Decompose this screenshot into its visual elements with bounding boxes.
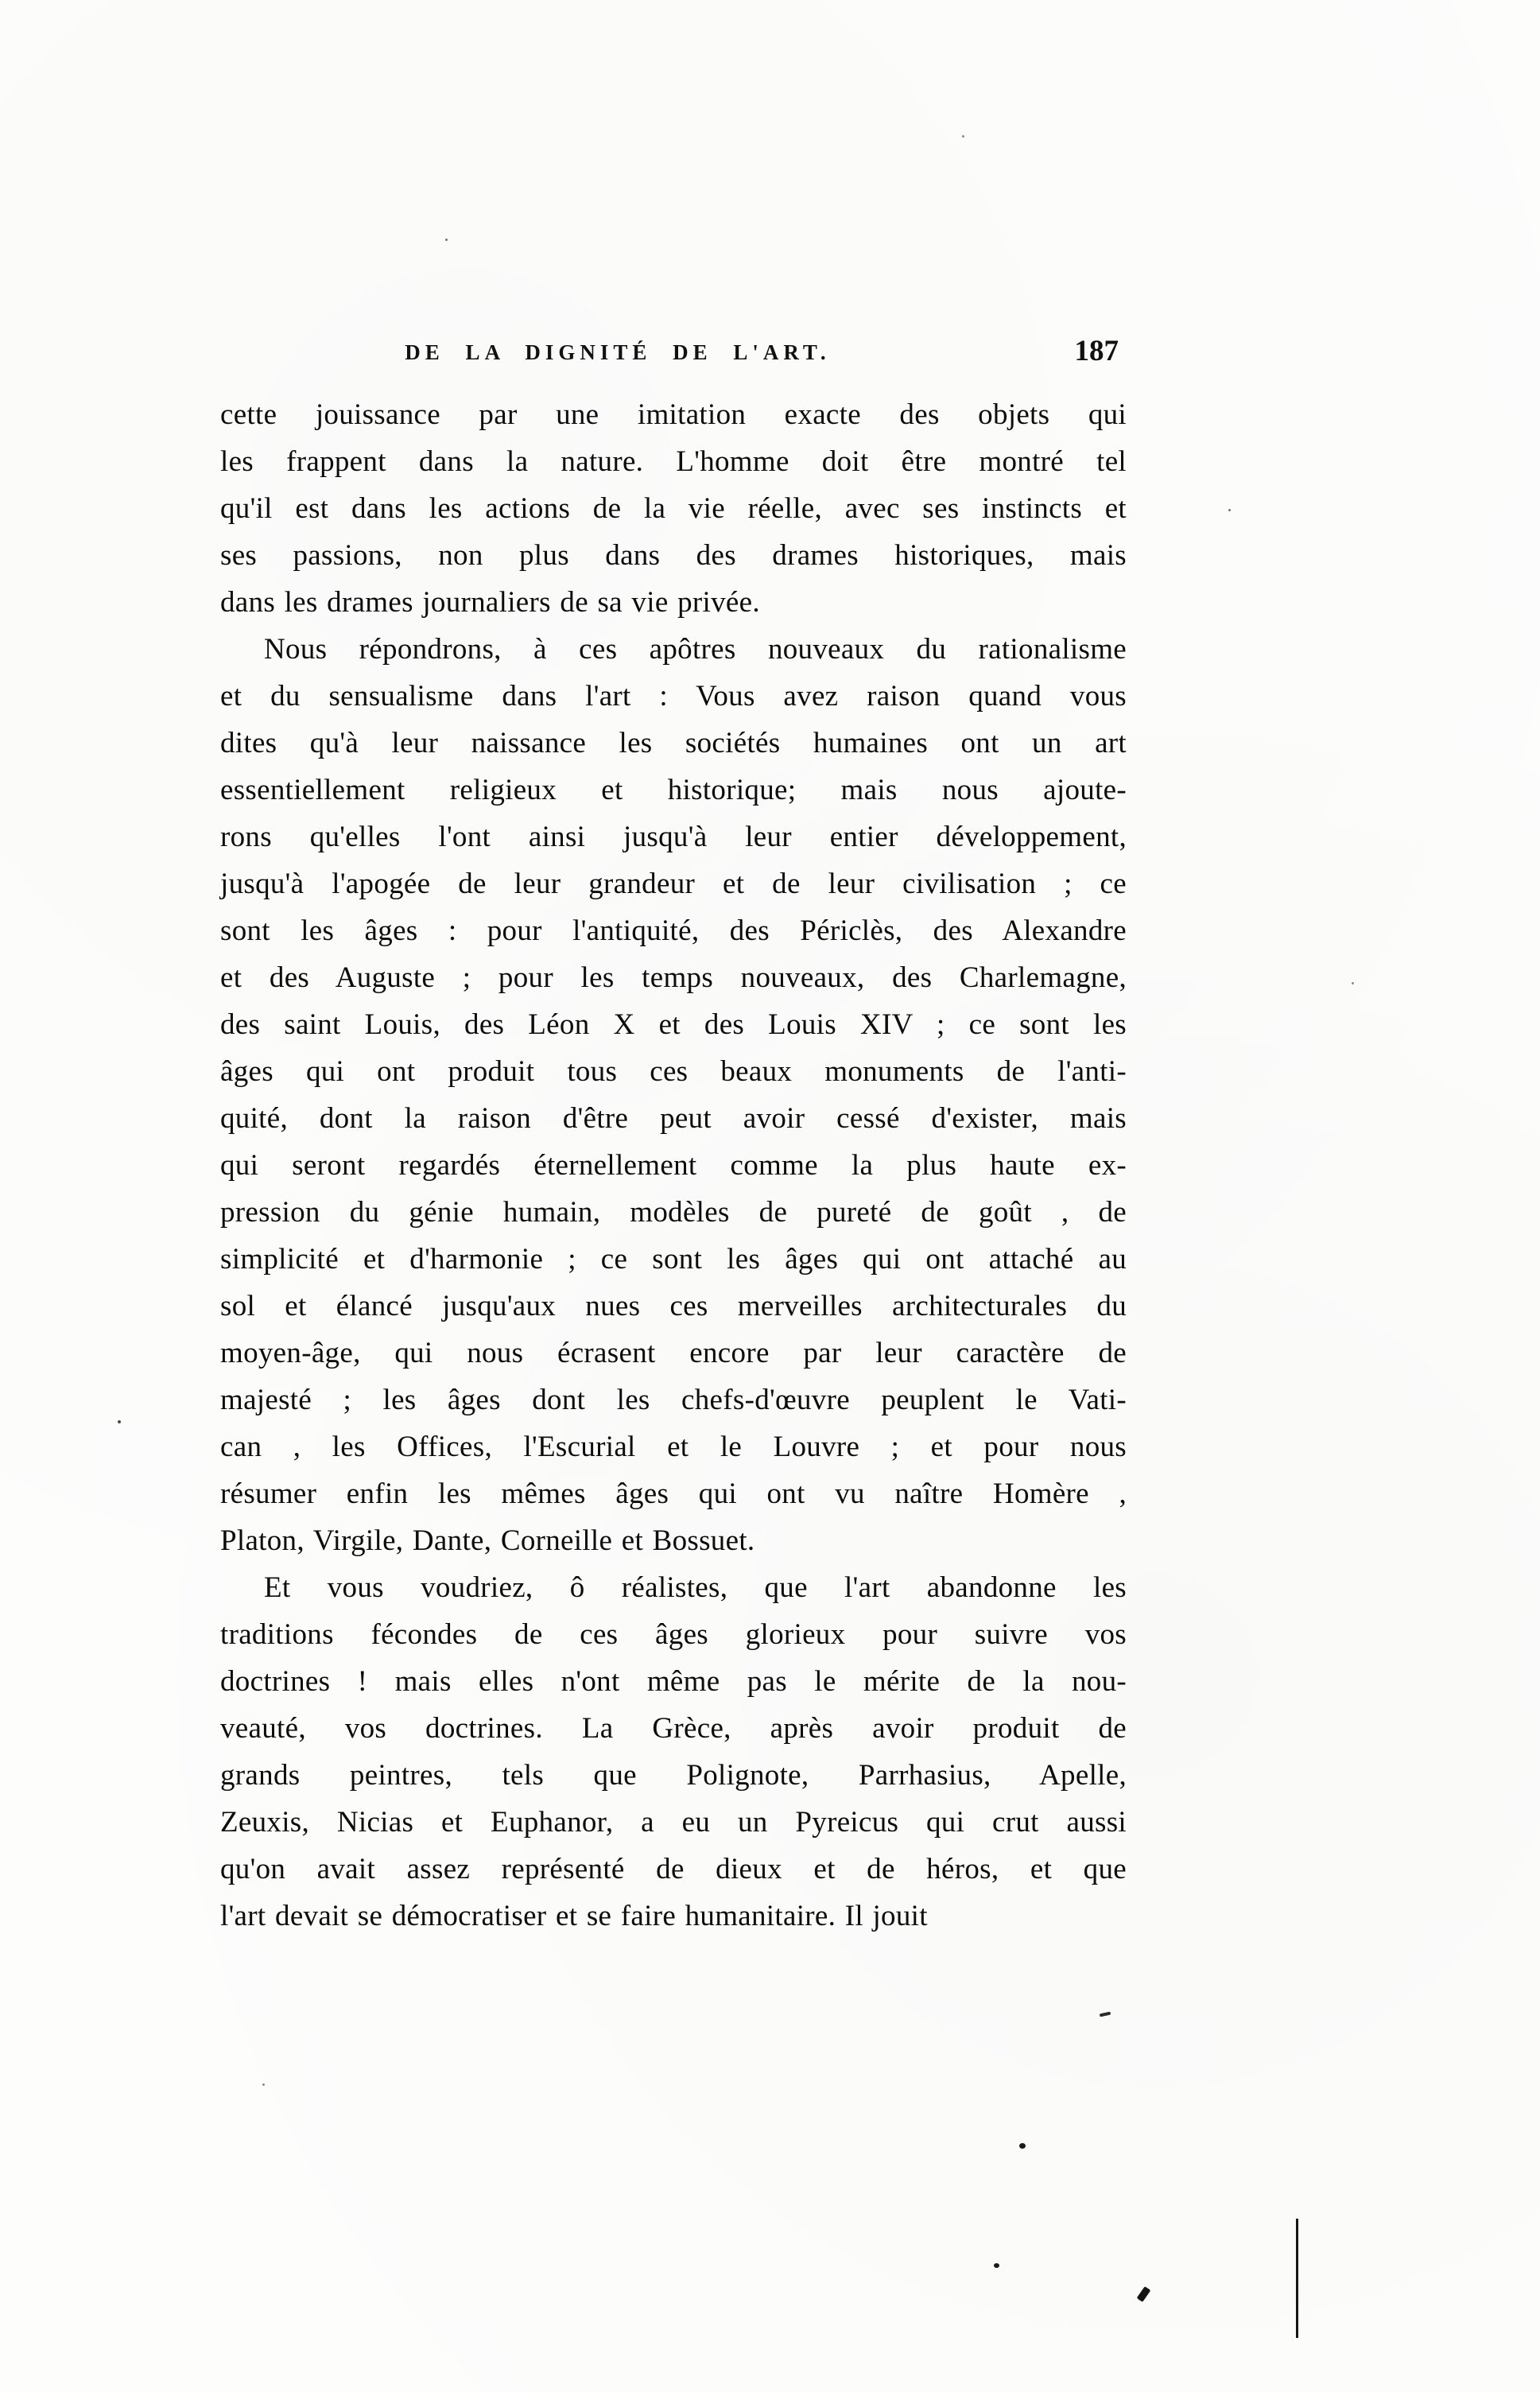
ink-speck-icon [262,2083,265,2086]
ink-speck-icon [1137,2286,1151,2302]
text-line: veauté, vos doctrines. La Grèce, après avoir produit de [220,1712,1127,1745]
ink-speck-icon [962,135,964,138]
text-line: cette jouissance par une imitation exacte des objets qui [220,398,1127,431]
text-line: l'art devait se démocratiser et se faire humanitaire. Il jouit [220,1900,928,1932]
text-line: pression du génie humain, modèles de pureté de goût , de [220,1196,1127,1229]
page-number: 187 [1074,335,1119,367]
text-line: qu'on avait assez représenté de dieux et de héros, et que [220,1853,1127,1885]
running-header [220,334,1127,375]
ink-speck-icon [1100,2012,1111,2017]
text-line: qui seront regardés éternellement comme la plus haute ex- [220,1149,1127,1182]
text-line: qu'il est dans les actions de la vie réelle, avec ses instincts et [220,492,1127,525]
text-line: des saint Louis, des Léon X et des Louis XIV ; ce sont les [220,1008,1127,1041]
running-title: DE LA DIGNITÉ DE L'ART. [405,340,831,364]
text-line: Zeuxis, Nicias et Euphanor, a eu un Pyreicus qui crut aussi [220,1806,1127,1839]
text-line: sont les âges : pour l'antiquité, des Périclès, des Alexandre [220,914,1127,947]
text-line: âges qui ont produit tous ces beaux monuments de l'anti- [220,1055,1127,1088]
ink-speck-icon [118,1420,121,1423]
text-line: Et vous voudriez, ô réalistes, que l'art abandonne les [264,1571,1127,1604]
text-line: moyen-âge, qui nous écrasent encore par leur caractère de [220,1337,1127,1369]
text-line: doctrines ! mais elles n'ont même pas le mérite de la nou- [220,1665,1127,1698]
text-line: Platon, Virgile, Dante, Corneille et Bossuet. [220,1524,755,1557]
text-line: traditions fécondes de ces âges glorieux pour suivre vos [220,1618,1127,1651]
text-line: essentiellement religieux et historique; mais nous ajoute- [220,774,1127,806]
paragraph [220,626,1127,1564]
text-line: dans les drames journaliers de sa vie privée. [220,586,760,619]
text-line: sol et élancé jusqu'aux nues ces merveilles architecturales du [220,1290,1127,1322]
paragraph [220,1564,1127,1940]
text-line: can , les Offices, l'Escurial et le Louvre ; et pour nous [220,1431,1127,1463]
text-line: dites qu'à leur naissance les sociétés humaines ont un art [220,727,1127,759]
ink-speck-icon [445,239,448,241]
ink-speck-icon [1019,2143,1026,2149]
text-line: et du sensualisme dans l'art : Vous avez raison quand vous [220,680,1127,713]
text-line: majesté ; les âges dont les chefs-d'œuvre peuplent le Vati- [220,1384,1127,1416]
scan-line-artifact [1296,2219,1298,2338]
text-line: ses passions, non plus dans des drames historiques, mais [220,539,1127,572]
text-line: les frappent dans la nature. L'homme doit être montré tel [220,445,1127,478]
text-line: résumer enfin les mêmes âges qui ont vu naître Homère , [220,1478,1127,1510]
text-line: et des Auguste ; pour les temps nouveaux, des Charlemagne, [220,961,1127,994]
ink-speck-icon [1228,509,1231,511]
page-text-column [220,391,1127,1940]
text-line: quité, dont la raison d'être peut avoir cessé d'exister, mais [220,1102,1127,1135]
paragraph [220,391,1127,626]
text-line: Nous répondrons, à ces apôtres nouveaux du rationalisme [264,633,1127,666]
text-line: simplicité et d'harmonie ; ce sont les âges qui ont attaché au [220,1243,1127,1276]
text-line: grands peintres, tels que Polignote, Parrhasius, Apelle, [220,1759,1127,1792]
text-line: rons qu'elles l'ont ainsi jusqu'à leur entier développement, [220,821,1127,853]
text-line: jusqu'à l'apogée de leur grandeur et de leur civilisation ; ce [220,868,1127,900]
ink-speck-icon [1352,982,1354,984]
ink-speck-icon [994,2263,999,2268]
